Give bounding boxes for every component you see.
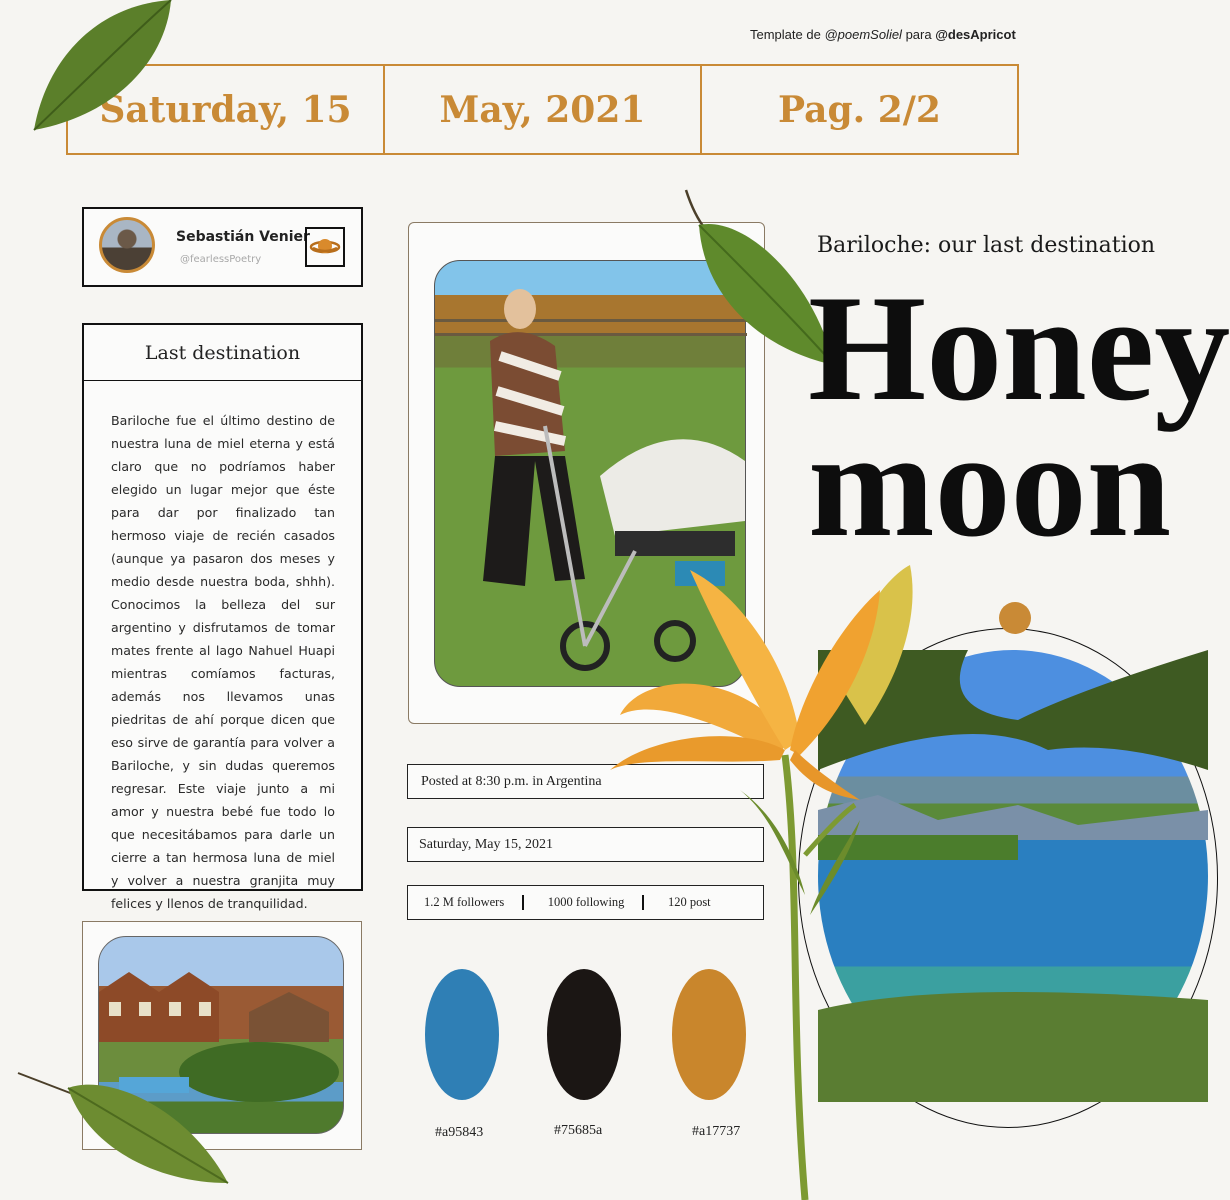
- credit-middle: para: [901, 27, 936, 42]
- credit-client[interactable]: @desApricot: [935, 27, 1016, 42]
- destination-card: [82, 323, 363, 911]
- swatch-label-blue: #a95843: [435, 1125, 484, 1140]
- accent-dot: [999, 602, 1031, 634]
- followers-count[interactable]: 1.2 M followers: [424, 895, 505, 909]
- leaf-decoration-bottom-left: [18, 1068, 233, 1188]
- profile-name: Sebastián Venier: [176, 229, 310, 245]
- planet-icon: [310, 236, 340, 258]
- header-page: Pag. 2/2: [700, 66, 1017, 153]
- credit-author[interactable]: @poemSoliel: [824, 27, 902, 42]
- following-count[interactable]: 1000 following: [547, 895, 625, 909]
- swatch-label-black: #75685a: [554, 1123, 603, 1138]
- post-count[interactable]: 120 post: [667, 895, 711, 909]
- profile-card[interactable]: [82, 207, 363, 287]
- leaf-decoration-top-left: [26, 0, 176, 135]
- color-swatch-blue[interactable]: [425, 969, 499, 1100]
- header-day: Saturday, 15: [99, 88, 352, 131]
- date-header: [66, 64, 1019, 155]
- destination-title: Last destination: [84, 325, 361, 381]
- post-date: Saturday, May 15, 2021: [407, 827, 764, 862]
- credit-line: [750, 27, 1016, 42]
- destination-body: Bariloche fue el último destino de nuestra luna de miel eterna y está claro que no podríamos haber elegido un lugar mejor que éste para dar por finalizado tan hermoso viaje de recién casados (aunque ya pasaron dos meses y medio desde nuestra boda, shhh). Conocimos la belleza del sur argentino y disfrutamos de tomar mates frente al lago Nahuel Huapi mientras comíamos facturas, además nos llevamos unas piedritas de ahí porque dicen que eso sirve de garantía para volver a Bariloche, y sin dudas queremos regresar. Este viaje junto a mi amor y nuestra bebé fue todo lo que necesitábamos para darle un cierre a tan hermosa luna de miel y volver a nuestra granjita muy felices y llenos de tranquilidad.: [111, 413, 335, 911]
- profile-handle[interactable]: @fearlessPoetry: [180, 254, 262, 265]
- header-month: May, 2021: [383, 66, 700, 153]
- swatch-label-orange: #a17737: [692, 1124, 741, 1139]
- posted-time: Posted at 8:30 p.m. in Argentina: [407, 764, 764, 799]
- lily-flower-decoration: [600, 555, 930, 1200]
- feature-subtitle: Bariloche: our last destination: [817, 233, 1156, 258]
- credit-prefix: Template de: [750, 27, 825, 42]
- stats-divider: [522, 895, 524, 910]
- planet-button[interactable]: [305, 227, 345, 267]
- feature-title-line-2: moon: [808, 400, 1172, 568]
- avatar[interactable]: [99, 217, 155, 273]
- feature-title-line-1: Honey: [808, 264, 1230, 432]
